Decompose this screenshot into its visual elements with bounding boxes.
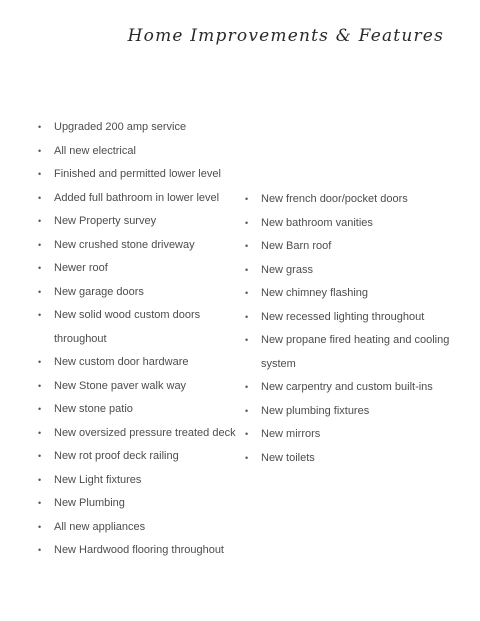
bullet-icon: • [38, 427, 42, 438]
list-item [38, 234, 243, 258]
list-item [38, 163, 243, 187]
list-item [245, 447, 460, 471]
list-item [38, 539, 243, 563]
bullet-icon: • [38, 357, 42, 367]
list-item-text: New Hardwood flooring throughout [54, 544, 224, 556]
list-item-text: New rot proof deck railing [54, 450, 179, 462]
list-item-text: Upgraded 200 amp service [54, 121, 187, 133]
list-item [38, 140, 243, 164]
list-item [245, 423, 460, 447]
bullet-icon: • [38, 474, 42, 485]
bullet-icon: • [245, 241, 249, 251]
list-item-text: New Stone paver walk way [54, 379, 187, 392]
bullet-icon: • [245, 382, 249, 392]
bullet-icon: • [245, 405, 249, 416]
bullet-icon: • [38, 122, 42, 132]
bullet-icon: • [38, 545, 42, 555]
list-item-text: Newer roof [54, 262, 108, 274]
page-title: Home Improvements & Features [127, 26, 444, 46]
list-item-text: Added full bathroom in lower level [54, 191, 220, 204]
list-item [38, 187, 243, 211]
bullet-icon: • [38, 169, 42, 179]
list-item [245, 188, 460, 212]
bullet-icon: • [245, 288, 249, 298]
bullet-icon: • [245, 452, 249, 463]
list-item-text: All new electrical [54, 144, 136, 157]
list-item [245, 306, 460, 330]
list-item-text: New toilets [261, 451, 315, 464]
list-item [38, 116, 243, 140]
list-item-text: New custom door hardware [54, 356, 189, 368]
list-item-text: New carpentry and custom built-ins [261, 381, 433, 393]
left-feature-list [38, 116, 243, 563]
list-item-text: New chimney flashing [261, 287, 368, 299]
list-item-text: New french door/pocket doors [261, 193, 408, 205]
list-item-text: New plumbing fixtures [261, 404, 370, 417]
list-item [38, 281, 243, 305]
list-item [38, 445, 243, 469]
list-item-text: New garage doors [54, 285, 144, 298]
list-item [245, 282, 460, 306]
bullet-icon: • [245, 264, 249, 275]
bullet-icon: • [245, 429, 249, 439]
bullet-icon: • [38, 145, 42, 156]
list-item-text: New recessed lighting throughout [261, 310, 425, 323]
list-item [245, 212, 460, 236]
list-item [38, 351, 243, 375]
list-item-text: New propane fired heating and cooling system [261, 334, 450, 370]
bullet-icon: • [245, 335, 249, 345]
right-feature-list [245, 188, 460, 470]
list-item [245, 329, 460, 376]
list-item [245, 376, 460, 400]
list-item-text: New Plumbing [54, 497, 125, 509]
list-item [245, 235, 460, 259]
bullet-icon: • [38, 192, 42, 203]
list-item-text: New oversized pressure treated deck [54, 426, 236, 439]
bullet-icon: • [38, 310, 42, 320]
list-item [38, 304, 243, 351]
list-item-text: New crushed stone driveway [54, 238, 195, 251]
list-item-text: New Property survey [54, 215, 157, 227]
list-item [38, 492, 243, 516]
bullet-icon: • [38, 498, 42, 508]
list-item-text: Finished and permitted lower level [54, 168, 221, 180]
list-item-text: New bathroom vanities [261, 216, 373, 229]
list-item [38, 210, 243, 234]
list-item-text: All new appliances [54, 520, 146, 533]
bullet-icon: • [38, 404, 42, 414]
bullet-icon: • [38, 451, 42, 461]
bullet-icon: • [38, 263, 42, 273]
list-item [38, 469, 243, 493]
list-item [38, 422, 243, 446]
list-item [245, 400, 460, 424]
bullet-icon: • [38, 239, 42, 250]
bullet-icon: • [245, 194, 249, 204]
bullet-icon: • [38, 521, 42, 532]
bullet-icon: • [245, 311, 249, 322]
list-item [38, 516, 243, 540]
list-item-text: New stone patio [54, 403, 133, 415]
list-item [245, 259, 460, 283]
bullet-icon: • [38, 380, 42, 391]
list-item [38, 398, 243, 422]
list-item-text: New grass [261, 263, 313, 276]
list-item [38, 375, 243, 399]
list-item-text: New solid wood custom doors throughout [54, 309, 201, 345]
list-item-text: New Light fixtures [54, 473, 142, 486]
bullet-icon: • [245, 217, 249, 228]
list-item-text: New mirrors [261, 428, 321, 440]
list-item [38, 257, 243, 281]
list-item-text: New Barn roof [261, 240, 332, 252]
bullet-icon: • [38, 286, 42, 297]
bullet-icon: • [38, 216, 42, 226]
